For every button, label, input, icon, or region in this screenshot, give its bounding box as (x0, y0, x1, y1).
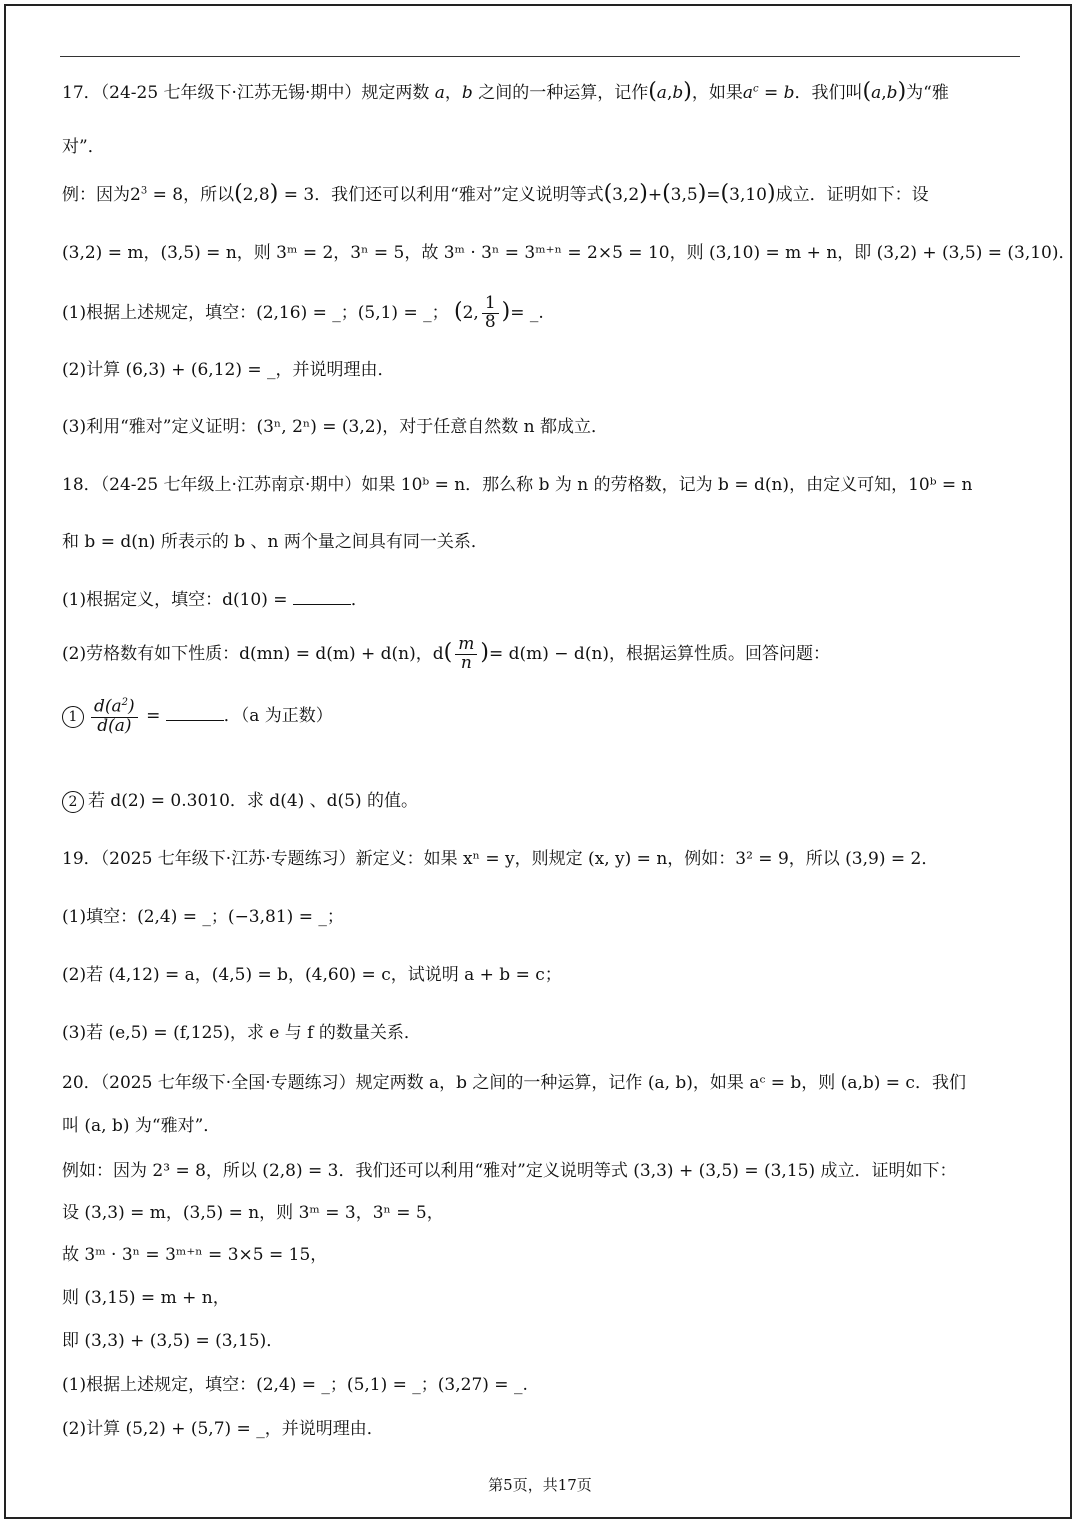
q19-part3: (3)若 (e,5) = (f,125)，求 e 与 f 的数量关系． (62, 1023, 421, 1043)
page-number: 第5页，共17页 (488, 1476, 592, 1494)
q18-sub1: 1 $\frac{d(a^2)}{d(a)}$ = ．（a 为正数） (62, 698, 333, 735)
q20-line1: 20．（2025 七年级下·全国·专题练习）规定两数 a，b 之间的一种运算，记作 (a, b)，如果 aᶜ = b，则 (a,b) = c．我们 (62, 1073, 966, 1093)
q20-part2: (2)计算 (5,2) + (5,7) = _，并说明理由． (62, 1419, 384, 1439)
q19-part1: (1)填空：(2,4) = _；(−3,81) = _； (62, 907, 344, 927)
q20-line3: 例如：因为 2³ = 8，所以 (2,8) = 3．我们还可以利用“雅对”定义说明等式 (3,3) + (3,5) = (3,15) 成立．证明如下： (62, 1161, 957, 1181)
q17-part2: (2)计算 (6,3) + (6,12) = _，并说明理由． (62, 360, 395, 380)
q20-part1: (1)根据上述规定，填空：(2,4) = _；(5,1) = _；(3,27) = _. (62, 1375, 528, 1395)
q17-part1: (1)根据上述规定，填空：(2,16) = _；(5,1) = _； (2, $\frac{1}{8}$ )= _. (62, 293, 544, 332)
circled-1: 1 (62, 706, 84, 728)
q18-sub2: 2 若 d(2) = 0.3010．求 d(4) 、d(5) 的值。 (62, 786, 418, 813)
q17-example: 例：因为$2^3 = 8$，所以(2,8) = 3．我们还可以利用“雅对”定义说明等式(3,2)+(3,5)=(3,10)成立．证明如下：设 (62, 181, 929, 206)
q20-line4: 设 (3,3) = m，(3,5) = n，则 3ᵐ = 3，3ⁿ = 5， (62, 1203, 444, 1223)
q17-line1: 17．（24-25 七年级下·江苏无锡·期中）规定两数 a，b 之间的一种运算，记作(a,b)，如果$a^c = b$．我们叫(a,b)为“雅 (62, 79, 949, 104)
q18-part1: (1)根据定义，填空：d(10) = ． (62, 590, 368, 610)
q19-line1: 19．（2025 七年级下·江苏·专题练习）新定义：如果 xⁿ = y，则规定 (x, y) = n，例如：3² = 9，所以 (3,9) = 2． (62, 849, 939, 869)
q17-proof: (3,2) = m，(3,5) = n，则 3ᵐ = 2，3ⁿ = 5，故 3ᵐ · 3ⁿ = 3ᵐ⁺ⁿ = 2×5 = 10，则 (3,10) = m + n，即 (3,2) + (3,5) = (3,10)． (62, 243, 1076, 263)
answer-blank (166, 706, 224, 721)
q17-line2: 对”． (62, 137, 105, 157)
header-rule (60, 56, 1020, 57)
q20-line2: 叫 (a, b) 为“雅对”． (62, 1116, 221, 1136)
q20-line7: 即 (3,3) + (3,5) = (3,15)． (62, 1331, 284, 1351)
q18-line2: 和 b = d(n) 所表示的 b 、n 两个量之间具有同一关系． (62, 532, 488, 552)
q20-line6: 则 (3,15) = m + n， (62, 1288, 230, 1308)
q18-line1: 18．（24-25 七年级上·江苏南京·期中）如果 10ᵇ = n．那么称 b 为 n 的劳格数，记为 b = d(n)，由定义可知，10ᵇ = n (62, 475, 973, 495)
q17-part3: (3)利用“雅对”定义证明：(3ⁿ, 2ⁿ) = (3,2)，对于任意自然数 n 都成立． (62, 417, 608, 437)
q18-part2: (2)劳格数有如下性质：d(mn) = d(m) + d(n)，d( $\frac{m}{n}$ )= d(m) − d(n)，根据运算性质。回答问题： (62, 634, 831, 673)
q19-part2: (2)若 (4,12) = a，(4,5) = b，(4,60) = c，试说明 a + b = c； (62, 965, 562, 985)
circled-2: 2 (62, 791, 84, 813)
q20-line5: 故 3ᵐ · 3ⁿ = 3ᵐ⁺ⁿ = 3×5 = 15， (62, 1245, 328, 1265)
answer-blank (293, 590, 351, 605)
